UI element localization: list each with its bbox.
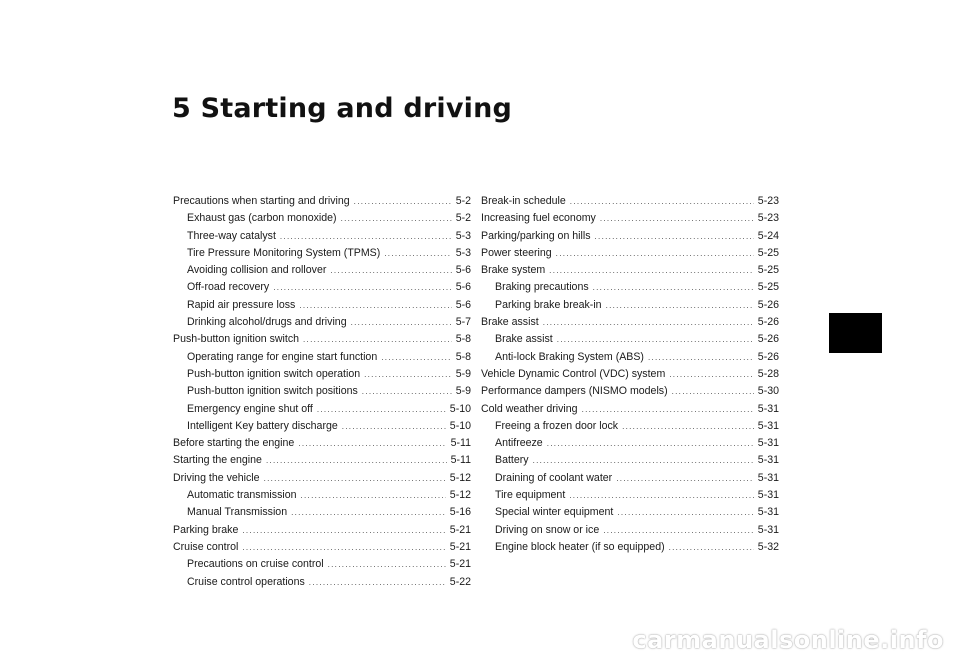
toc-entry-page: 5-23 bbox=[757, 212, 779, 225]
toc-entry-label: Avoiding collision and rollover bbox=[187, 264, 327, 277]
toc-entry-page: 5-6 bbox=[455, 264, 471, 277]
toc-entry-label: Automatic transmission bbox=[187, 489, 297, 502]
toc-entry[interactable] bbox=[173, 435, 471, 452]
toc-dot-leader bbox=[384, 245, 451, 262]
toc-dot-leader bbox=[593, 279, 754, 296]
toc-entry[interactable] bbox=[173, 487, 471, 504]
toc-entry[interactable] bbox=[173, 574, 471, 591]
toc-entry-label: Precautions when starting and driving bbox=[173, 195, 350, 207]
toc-dot-leader bbox=[381, 349, 451, 366]
toc-dot-leader bbox=[328, 556, 446, 573]
toc-entry-label: Power steering bbox=[481, 246, 552, 259]
toc-entry[interactable] bbox=[481, 349, 779, 366]
toc-entry-page: 5-28 bbox=[757, 367, 779, 380]
toc-entry[interactable] bbox=[173, 556, 471, 573]
toc-dot-leader bbox=[616, 470, 754, 487]
toc-entry-page: 5-16 bbox=[449, 506, 471, 519]
toc-entry[interactable] bbox=[173, 228, 471, 245]
toc-entry[interactable] bbox=[173, 297, 471, 314]
toc-entry-label: Three-way catalyst bbox=[187, 229, 276, 242]
toc-entry-page: 5-21 bbox=[449, 540, 471, 553]
toc-dot-leader bbox=[303, 331, 452, 348]
toc-entry-label: Parking brake break-in bbox=[495, 298, 602, 311]
toc-entry-page: 5-12 bbox=[449, 471, 471, 484]
toc-entry-label: Before starting the engine bbox=[173, 437, 295, 450]
toc-entry-label: Freeing a frozen door lock bbox=[495, 419, 619, 432]
toc-entry[interactable] bbox=[173, 522, 471, 539]
toc-dot-leader bbox=[301, 487, 446, 504]
toc-entry[interactable] bbox=[173, 279, 471, 296]
toc-entry[interactable] bbox=[173, 193, 471, 210]
toc-dot-leader bbox=[603, 522, 754, 539]
toc-entry-page: 5-31 bbox=[757, 437, 779, 450]
toc-entry[interactable] bbox=[481, 470, 779, 487]
toc-entry[interactable] bbox=[481, 210, 779, 227]
chapter-title: 5 Starting and driving bbox=[172, 93, 513, 124]
toc-dot-leader bbox=[600, 210, 754, 227]
toc-dot-leader bbox=[543, 314, 754, 331]
toc-entry-label: Emergency engine shut off bbox=[187, 402, 313, 415]
toc-entry[interactable] bbox=[173, 210, 471, 227]
toc-entry-page: 5-31 bbox=[757, 506, 779, 519]
toc-dot-leader bbox=[570, 193, 754, 210]
toc-dot-leader bbox=[569, 487, 754, 504]
toc-entry-page: 5-30 bbox=[757, 385, 779, 398]
toc-entry-page: 5-10 bbox=[449, 419, 471, 432]
toc-entry-page: 5-26 bbox=[757, 333, 779, 346]
toc-entry-label: Push-button ignition switch positions bbox=[187, 385, 358, 398]
toc-dot-leader bbox=[364, 366, 452, 383]
toc-entry[interactable] bbox=[481, 262, 779, 279]
toc-entry-label: Break-in schedule bbox=[481, 195, 566, 207]
toc-entry-page: 5-31 bbox=[757, 402, 779, 415]
toc-entry[interactable] bbox=[173, 349, 471, 366]
toc-dot-leader bbox=[273, 279, 451, 296]
toc-entry-page: 5-31 bbox=[757, 523, 779, 536]
toc-entry-label: Braking precautions bbox=[495, 281, 589, 294]
toc-entry[interactable] bbox=[481, 314, 779, 331]
toc-entry[interactable] bbox=[481, 383, 779, 400]
toc-entry[interactable] bbox=[481, 245, 779, 262]
toc-entry-page: 5-22 bbox=[449, 575, 471, 588]
toc-entry[interactable] bbox=[481, 401, 779, 418]
toc-entry[interactable] bbox=[173, 504, 471, 521]
toc-dot-leader bbox=[317, 401, 446, 418]
toc-entry-page: 5-12 bbox=[449, 489, 471, 502]
toc-entry-page: 5-31 bbox=[757, 419, 779, 432]
toc-entry-label: Exhaust gas (carbon monoxide) bbox=[187, 212, 337, 225]
toc-entry[interactable] bbox=[481, 539, 779, 556]
toc-entry[interactable] bbox=[481, 331, 779, 348]
toc-entry-page: 5-6 bbox=[455, 281, 471, 294]
toc-entry[interactable] bbox=[481, 297, 779, 314]
toc-entry-page: 5-6 bbox=[455, 298, 471, 311]
toc-column-right bbox=[481, 193, 779, 556]
toc-entry-label: Cruise control bbox=[173, 540, 239, 553]
toc-entry-page: 5-21 bbox=[449, 523, 471, 536]
toc-dot-leader bbox=[547, 435, 754, 452]
toc-dot-leader bbox=[309, 574, 446, 591]
toc-dot-leader bbox=[351, 314, 452, 331]
toc-entry-page: 5-9 bbox=[455, 367, 471, 380]
toc-entry-page: 5-2 bbox=[455, 195, 471, 207]
toc-dot-leader bbox=[557, 331, 754, 348]
toc-entry-label: Antifreeze bbox=[495, 437, 543, 450]
toc-entry-page: 5-11 bbox=[450, 437, 471, 450]
toc-dot-leader bbox=[298, 435, 446, 452]
toc-entry[interactable] bbox=[173, 245, 471, 262]
toc-entry-label: Engine block heater (if so equipped) bbox=[495, 540, 665, 553]
toc-entry-label: Starting the engine bbox=[173, 454, 262, 467]
toc-entry-label: Driving the vehicle bbox=[173, 471, 260, 484]
toc-entry-label: Increasing fuel economy bbox=[481, 212, 596, 225]
toc-entry-label: Parking/parking on hills bbox=[481, 229, 591, 242]
toc-entry[interactable] bbox=[173, 470, 471, 487]
toc-entry-page: 5-31 bbox=[757, 454, 779, 467]
toc-entry-label: Tire Pressure Monitoring System (TPMS) bbox=[187, 246, 381, 259]
toc-entry-label: Anti-lock Braking System (ABS) bbox=[495, 350, 644, 363]
toc-entry-label: Tire equipment bbox=[495, 489, 566, 502]
toc-entry-label: Parking brake bbox=[173, 523, 239, 536]
toc-dot-leader bbox=[341, 210, 452, 227]
toc-entry-page: 5-10 bbox=[449, 402, 471, 415]
toc-entry-page: 5-8 bbox=[455, 333, 471, 346]
toc-entry-page: 5-21 bbox=[449, 558, 471, 571]
chapter-tab-marker bbox=[829, 313, 882, 353]
toc-entry-label: Performance dampers (NISMO models) bbox=[481, 385, 668, 398]
toc-dot-leader bbox=[280, 228, 452, 245]
toc-entry-label: Off-road recovery bbox=[187, 281, 270, 294]
toc-entry-label: Special winter equipment bbox=[495, 506, 614, 519]
toc-entry-label: Push-button ignition switch operation bbox=[187, 367, 361, 380]
toc-entry[interactable] bbox=[481, 279, 779, 296]
toc-entry-page: 5-26 bbox=[757, 298, 779, 311]
toc-entry[interactable] bbox=[173, 314, 471, 331]
toc-dot-leader bbox=[672, 383, 754, 400]
toc-entry-page: 5-25 bbox=[757, 246, 779, 259]
toc-entry-label: Driving on snow or ice bbox=[495, 523, 600, 536]
toc-entry-page: 5-3 bbox=[455, 229, 471, 242]
toc-entry[interactable] bbox=[481, 487, 779, 504]
toc-entry-page: 5-3 bbox=[455, 246, 471, 259]
toc-entry[interactable] bbox=[481, 452, 779, 469]
toc-entry[interactable] bbox=[173, 331, 471, 348]
toc-dot-leader bbox=[648, 349, 754, 366]
toc-entry-label: Operating range for engine start function bbox=[187, 350, 378, 363]
toc-dot-leader bbox=[595, 228, 754, 245]
toc-column-left bbox=[173, 193, 471, 591]
toc-entry-page: 5-31 bbox=[757, 489, 779, 502]
toc-entry-label: Brake assist bbox=[481, 316, 539, 329]
toc-entry-page: 5-2 bbox=[455, 212, 471, 225]
toc-entry[interactable] bbox=[481, 435, 779, 452]
toc-entry[interactable] bbox=[481, 504, 779, 521]
toc-dot-leader bbox=[606, 297, 754, 314]
toc-entry-page: 5-25 bbox=[757, 281, 779, 294]
toc-entry[interactable] bbox=[481, 228, 779, 245]
toc-dot-leader bbox=[354, 193, 452, 210]
toc-entry-label: Intelligent Key battery discharge bbox=[187, 419, 338, 432]
toc-entry[interactable] bbox=[481, 418, 779, 435]
toc-entry[interactable] bbox=[481, 366, 779, 383]
toc-entry-page: 5-8 bbox=[455, 350, 471, 363]
toc-entry-page: 5-25 bbox=[757, 264, 779, 277]
toc-entry[interactable] bbox=[173, 452, 471, 469]
watermark: carmanualsonline.info bbox=[632, 626, 944, 654]
toc-dot-leader bbox=[622, 418, 754, 435]
toc-dot-leader bbox=[299, 297, 451, 314]
toc-dot-leader bbox=[533, 452, 754, 469]
toc-entry-page: 5-26 bbox=[757, 316, 779, 329]
toc-dot-leader bbox=[242, 539, 445, 556]
toc-dot-leader bbox=[264, 470, 446, 487]
toc-entry[interactable] bbox=[481, 522, 779, 539]
toc-dot-leader bbox=[330, 262, 451, 279]
toc-dot-leader bbox=[242, 522, 445, 539]
toc-entry-label: Rapid air pressure loss bbox=[187, 298, 296, 311]
toc-entry[interactable] bbox=[481, 193, 779, 210]
toc-dot-leader bbox=[556, 245, 754, 262]
toc-dot-leader bbox=[362, 383, 452, 400]
toc-entry-page: 5-32 bbox=[757, 540, 779, 553]
toc-entry[interactable] bbox=[173, 262, 471, 279]
toc-entry-label: Precautions on cruise control bbox=[187, 558, 324, 571]
toc-dot-leader bbox=[549, 262, 754, 279]
toc-entry[interactable] bbox=[173, 366, 471, 383]
toc-entry-page: 5-23 bbox=[757, 195, 779, 207]
toc-entry-label: Cold weather driving bbox=[481, 402, 578, 415]
toc-entry-label: Push-button ignition switch bbox=[173, 333, 300, 346]
toc-entry[interactable] bbox=[173, 401, 471, 418]
toc-dot-leader bbox=[669, 539, 754, 556]
toc-dot-leader bbox=[266, 452, 447, 469]
toc-entry-label: Drinking alcohol/drugs and driving bbox=[187, 316, 347, 329]
toc-entry-page: 5-11 bbox=[450, 454, 471, 467]
toc-entry-label: Brake system bbox=[481, 264, 546, 277]
toc-dot-leader bbox=[291, 504, 446, 521]
toc-entry-label: Brake assist bbox=[495, 333, 553, 346]
toc-entry[interactable] bbox=[173, 383, 471, 400]
toc-dot-leader bbox=[582, 401, 754, 418]
toc-entry-page: 5-26 bbox=[757, 350, 779, 363]
toc-entry-label: Manual Transmission bbox=[187, 506, 288, 519]
toc-dot-leader bbox=[617, 504, 753, 521]
toc-entry-label: Draining of coolant water bbox=[495, 471, 613, 484]
toc-entry-page: 5-31 bbox=[757, 471, 779, 484]
toc-entry[interactable] bbox=[173, 418, 471, 435]
toc-entry-label: Vehicle Dynamic Control (VDC) system bbox=[481, 367, 666, 380]
toc-dot-leader bbox=[669, 366, 754, 383]
toc-entry-page: 5-24 bbox=[757, 229, 779, 242]
toc-entry-label: Battery bbox=[495, 454, 529, 467]
toc-entry[interactable] bbox=[173, 539, 471, 556]
toc-entry-page: 5-9 bbox=[455, 385, 471, 398]
toc-entry-label: Cruise control operations bbox=[187, 575, 305, 588]
toc-entry-page: 5-7 bbox=[455, 316, 471, 329]
toc-dot-leader bbox=[342, 418, 446, 435]
